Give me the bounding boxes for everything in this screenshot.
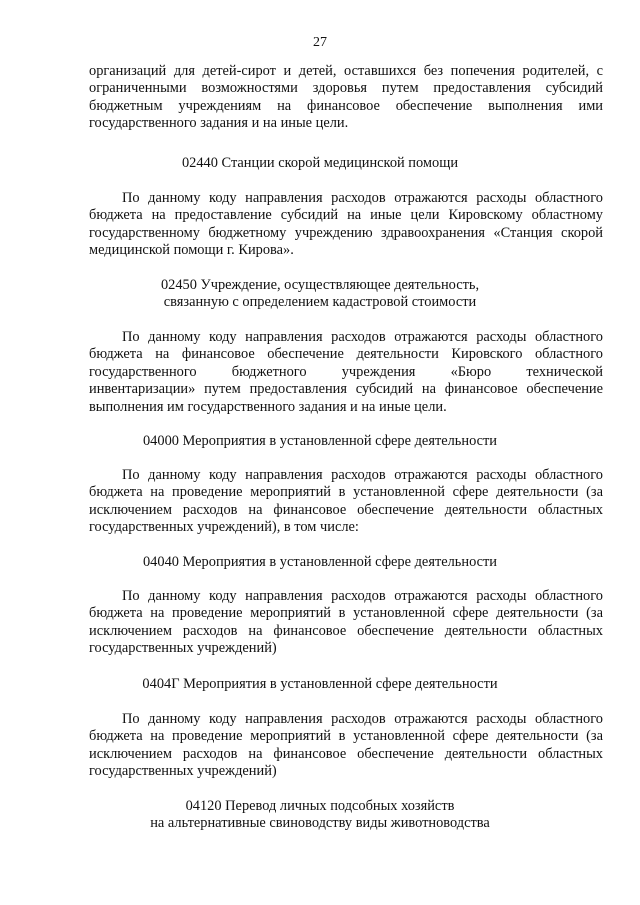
intro-paragraph: [89, 63, 603, 133]
paragraph-line: По данному коду направления расходов отражаются расходы областного: [122, 190, 603, 206]
section-heading-04120: [0, 798, 640, 833]
paragraph-line: инвентаризации» путем предоставления субсидий на финансовое обеспечение: [89, 381, 603, 398]
paragraph-line: медицинской помощи г. Кирова».: [89, 242, 294, 259]
section-paragraph-02450: [89, 329, 603, 416]
paragraph-line: исключением расходов на финансовое обеспечение деятельности областных: [89, 501, 603, 518]
section-heading-02450: [0, 277, 640, 312]
heading-line: 0404Г Мероприятия в установленной сфере деятельности: [142, 676, 498, 692]
paragraph-line: государственных учреждений), в том числе:: [89, 519, 359, 536]
heading-line: 04040 Мероприятия в установленной сфере деятельности: [142, 554, 497, 570]
paragraph-line: ограниченными возможностями здоровья путем предоставления субсидий: [89, 80, 603, 97]
page-number: 27: [313, 35, 327, 50]
section-paragraph-04000: [89, 467, 603, 537]
paragraph-line: По данному коду направления расходов отражаются расходы областного: [122, 329, 603, 345]
paragraph-line: бюджета на предоставление субсидий на иные цели Кировскому областному: [89, 207, 603, 224]
paragraph-line: государственному бюджетному учреждению здравоохранения «Станция скорой: [89, 224, 603, 241]
paragraph-line: бюджетным учреждениям на финансовое обеспечение выполнения ими: [89, 97, 603, 114]
paragraph-line: По данному коду направления расходов отражаются расходы областного: [122, 588, 603, 604]
section-paragraph-02440: [89, 190, 603, 260]
section-paragraph-04040: [89, 588, 603, 658]
paragraph-line: бюджета на проведение мероприятий в установленной сфере деятельности (за: [89, 728, 603, 745]
section-paragraph-0404g: [89, 711, 603, 781]
paragraph-line: организаций для детей-сирот и детей, оставшихся без попечения родителей, с: [89, 63, 603, 79]
paragraph-line: выполнения им государственного задания и на иные цели.: [89, 398, 447, 415]
paragraph-line: государственных учреждений): [89, 763, 277, 780]
heading-line: на альтернативные свиноводству виды животноводства: [150, 815, 490, 832]
paragraph-line: По данному коду направления расходов отражаются расходы областного: [122, 467, 603, 483]
paragraph-line: бюджета на проведение мероприятий в установленной сфере деятельности (за: [89, 605, 603, 622]
heading-line: связанную с определением кадастровой стоимости: [163, 294, 477, 311]
paragraph-line: исключением расходов на финансовое обеспечение деятельности областных: [89, 745, 603, 762]
paragraph-line: бюджета на финансовое обеспечение деятельности Кировского областного: [89, 346, 603, 363]
section-heading-0404g: [0, 676, 640, 693]
section-heading-04000: [0, 433, 640, 450]
heading-line: 04000 Мероприятия в установленной сфере деятельности: [142, 433, 497, 449]
heading-line: 02440 Станции скорой медицинской помощи: [181, 155, 459, 171]
heading-line: 04120 Перевод личных подсобных хозяйств: [185, 798, 455, 814]
paragraph-line: исключением расходов на финансовое обеспечение деятельности областных: [89, 622, 603, 639]
paragraph-line: бюджета на проведение мероприятий в установленной сфере деятельности (за: [89, 484, 603, 501]
paragraph-line: государственного задания и на иные цели.: [89, 115, 349, 132]
heading-line: 02450 Учреждение, осуществляющее деятельность,: [160, 277, 480, 293]
paragraph-line: По данному коду направления расходов отражаются расходы областного: [122, 711, 603, 727]
paragraph-line: государственного бюджетного учреждения «Бюро технической: [89, 363, 603, 380]
section-heading-02440: [0, 155, 640, 172]
paragraph-line: государственных учреждений): [89, 640, 277, 657]
section-heading-04040: [0, 554, 640, 571]
